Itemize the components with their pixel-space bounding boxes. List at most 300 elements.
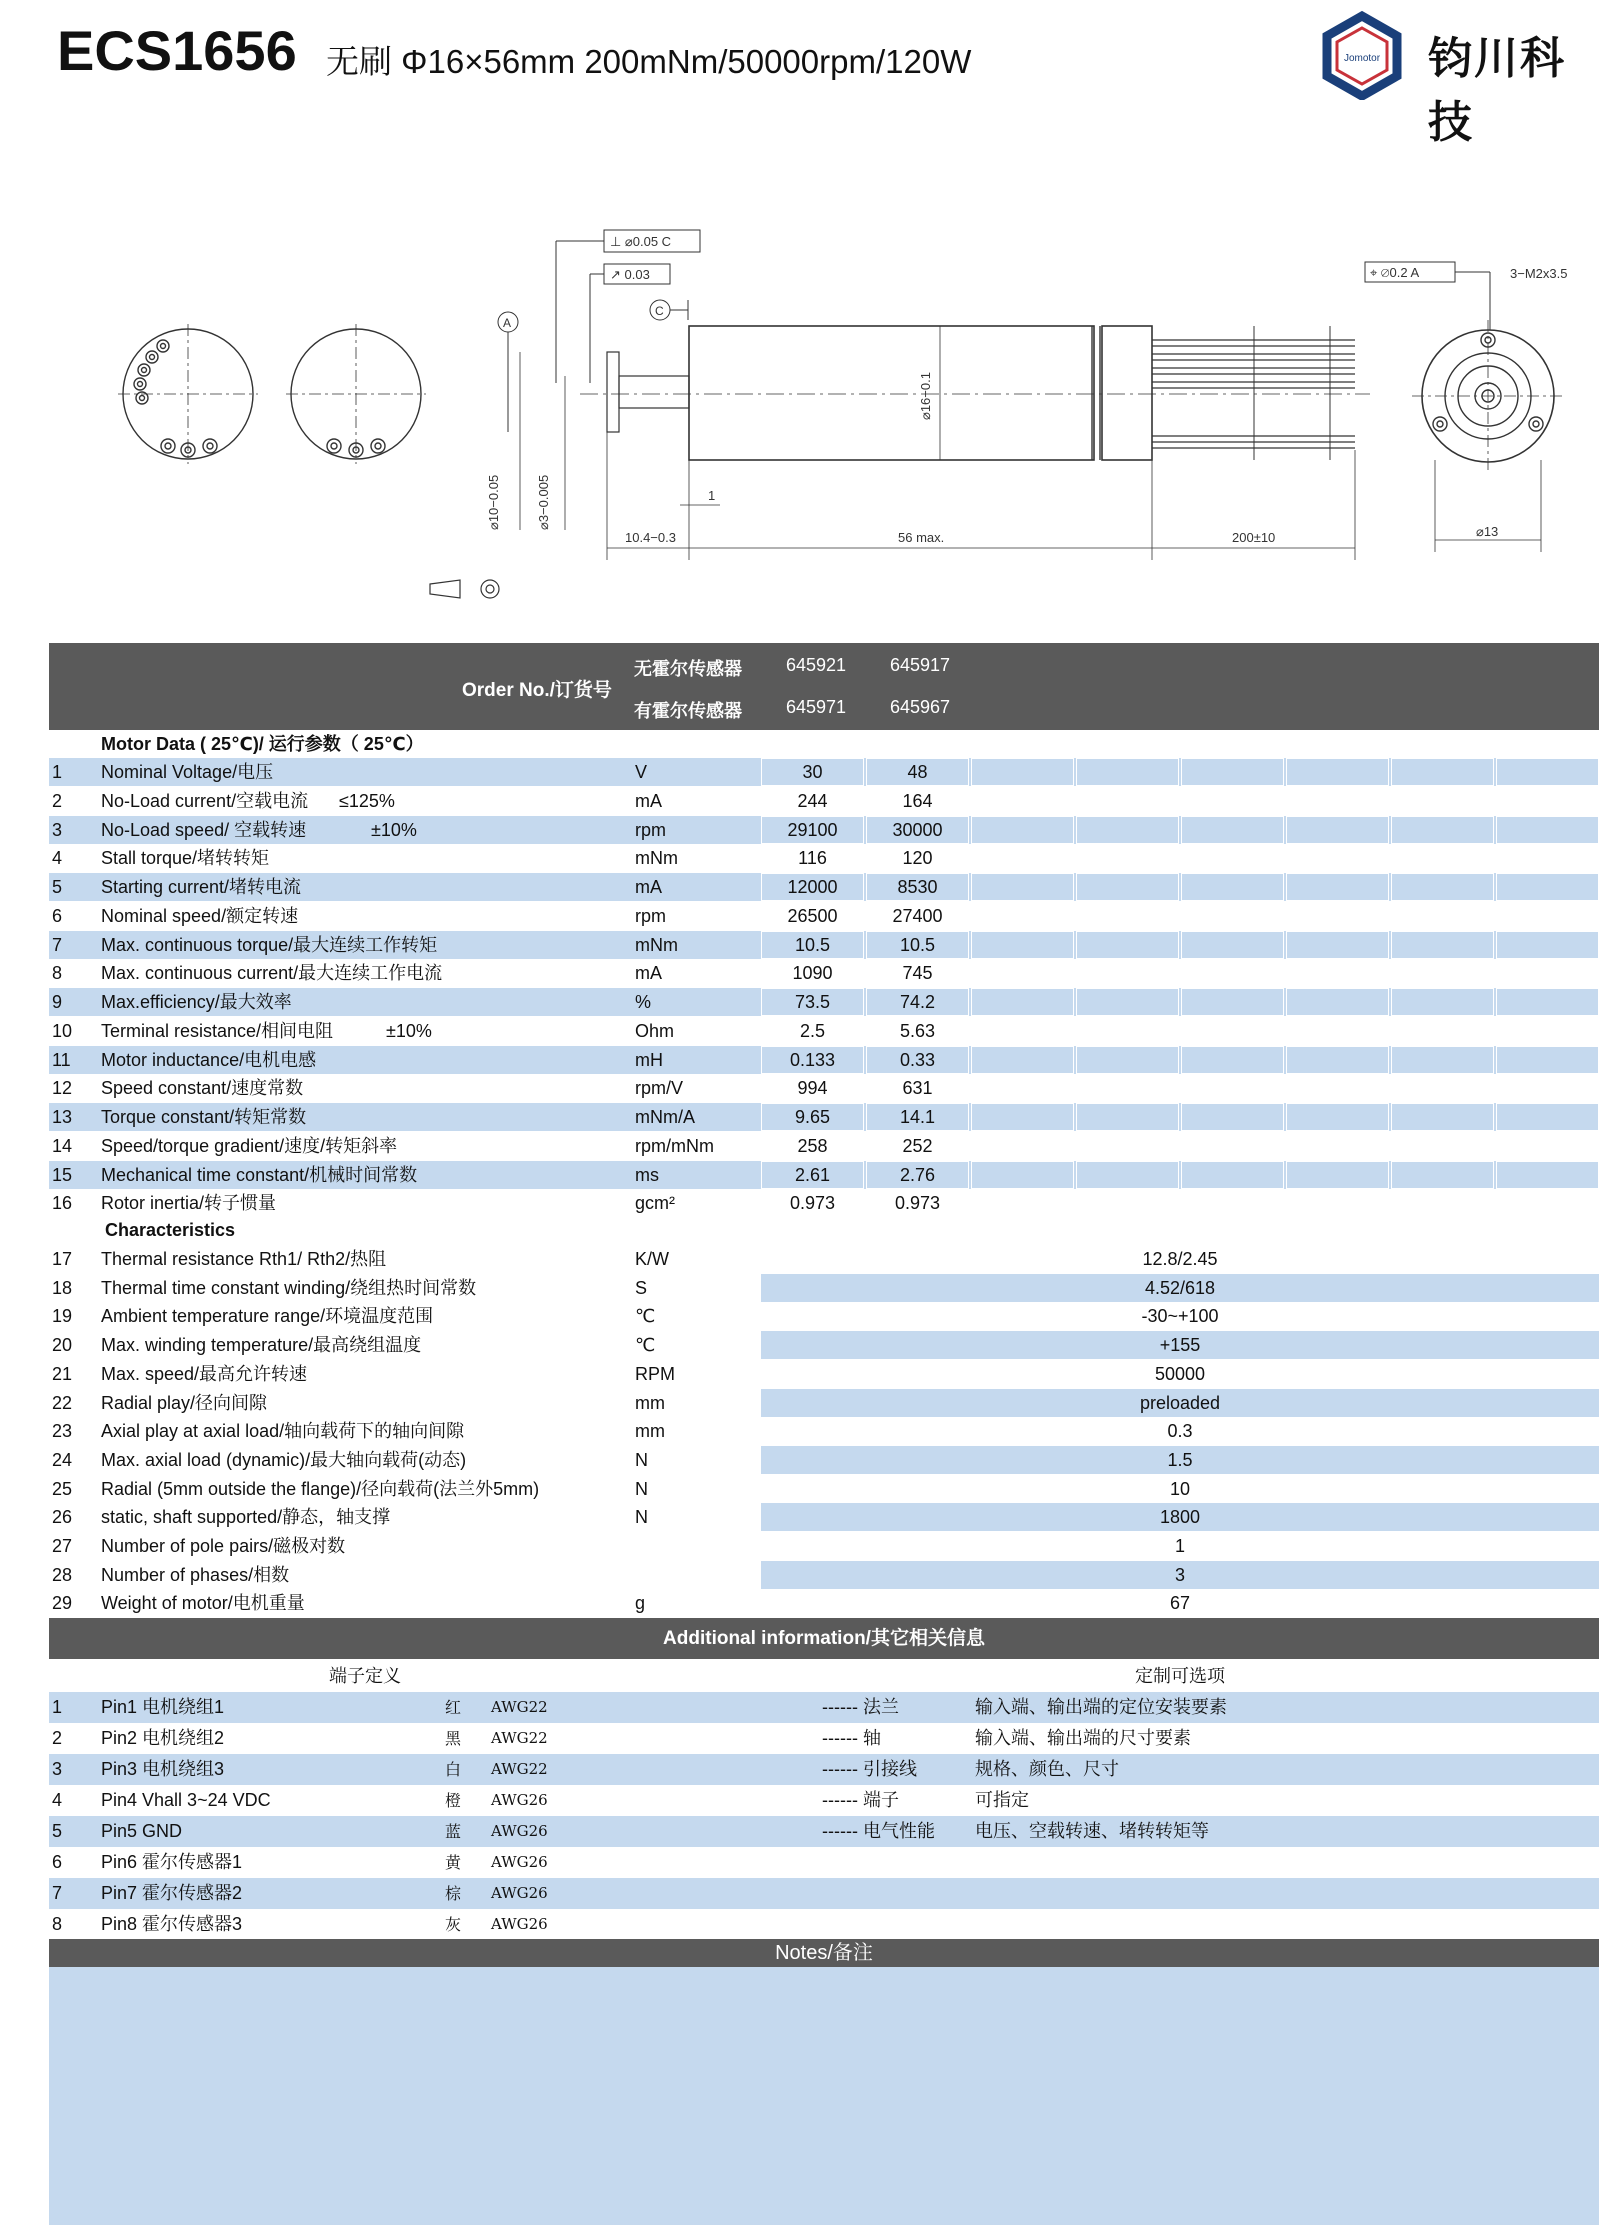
- row-description: Motor inductance/电机电感: [101, 1049, 317, 1070]
- row-unit: N: [635, 1507, 648, 1528]
- value-cell: 120: [902, 848, 933, 869]
- row-tolerance: ≤125%: [339, 790, 395, 811]
- empty-cell: [1181, 931, 1284, 959]
- value-cell: 48: [866, 758, 969, 786]
- row-unit: K/W: [635, 1249, 669, 1269]
- wire-gauge: AWG26: [491, 1884, 548, 1902]
- row-unit: mA: [635, 877, 662, 897]
- row-value: 12.8/2.45: [1142, 1249, 1218, 1269]
- option-description: 规格、颜色、尺寸: [975, 1759, 1119, 1779]
- projection-symbol: [430, 580, 499, 598]
- svg-text:⌀13: ⌀13: [1476, 524, 1499, 539]
- empty-cell: [1181, 988, 1284, 1016]
- row-number: 8: [52, 1914, 63, 1934]
- empty-cell: [1496, 1103, 1599, 1131]
- row-number: 24: [52, 1449, 73, 1470]
- empty-cell: [971, 988, 1074, 1016]
- row-value: 67: [1169, 1593, 1191, 1614]
- row-unit: V: [635, 762, 648, 782]
- row-number: 8: [52, 963, 63, 984]
- row-number: 27: [52, 1536, 73, 1556]
- row-number: 14: [52, 1135, 73, 1156]
- table-row: [49, 902, 1599, 930]
- empty-cell: [1391, 758, 1494, 786]
- table-row: [49, 1161, 1599, 1189]
- row-description: No-Load speed/ 空载转速: [101, 819, 307, 840]
- table-row: [49, 1074, 1599, 1102]
- row-number: 29: [52, 1593, 73, 1614]
- empty-cell: [1391, 1046, 1494, 1074]
- wire-color: 红: [445, 1698, 462, 1717]
- table-row: [49, 959, 1599, 987]
- empty-cell: [1076, 758, 1179, 786]
- value-cell: 0.133: [761, 1046, 864, 1074]
- empty-cell: [1496, 816, 1599, 844]
- row-unit: rpm/V: [635, 1078, 684, 1099]
- row-description: Max. winding temperature/最高绕组温度: [101, 1335, 422, 1356]
- empty-cell: [1391, 1103, 1494, 1131]
- order-number: 645917: [890, 655, 951, 675]
- wire-color: 白: [445, 1760, 462, 1779]
- row-description: Speed/torque gradient/速度/转矩斜率: [101, 1135, 398, 1156]
- row-description: No-Load current/空载电流: [101, 790, 309, 811]
- svg-text:⌀3−0.005: ⌀3−0.005: [536, 474, 551, 530]
- row-unit: N: [635, 1449, 648, 1470]
- value-cell: 2.61: [761, 1161, 864, 1189]
- table-row: [49, 1503, 1599, 1531]
- svg-text:A: A: [503, 316, 512, 330]
- option-name: ------ 端子: [822, 1790, 899, 1810]
- svg-text:56 max.: 56 max.: [898, 530, 945, 545]
- option-description: 输入端、输出端的定位安装要素: [975, 1697, 1227, 1717]
- table-row: [49, 1274, 1599, 1302]
- row-number: 10: [52, 1020, 73, 1041]
- row-description: Number of phases/相数: [101, 1564, 290, 1585]
- value-cell: 631: [902, 1078, 933, 1099]
- empty-cell: [1181, 1046, 1284, 1074]
- value-cell: 2.5: [799, 1020, 826, 1041]
- empty-cell: [1076, 1161, 1179, 1189]
- row-unit: N: [635, 1478, 648, 1499]
- row-number: 16: [52, 1193, 73, 1214]
- row-description: Max. speed/最高允许转速: [101, 1363, 308, 1384]
- table-row: [49, 873, 1599, 901]
- row-description: Max. axial load (dynamic)/最大轴向载荷(动态): [101, 1449, 467, 1470]
- empty-cell: [1076, 988, 1179, 1016]
- row-tolerance: ±10%: [386, 1020, 432, 1041]
- pin-name: Pin5 GND: [101, 1821, 183, 1841]
- pin-row: [49, 1723, 1599, 1754]
- value-cell: 164: [902, 790, 933, 811]
- table-row: [49, 1532, 1599, 1560]
- row-description: Speed constant/速度常数: [101, 1078, 304, 1099]
- value-cell: 30000: [866, 816, 969, 844]
- pin-row: [49, 1847, 1599, 1878]
- table-row: [49, 1302, 1599, 1330]
- svg-text:10.4−0.3: 10.4−0.3: [625, 530, 676, 545]
- row-number: 4: [52, 1790, 63, 1810]
- row-unit: rpm: [635, 819, 666, 840]
- empty-cell: [1181, 816, 1284, 844]
- row-number: 19: [52, 1306, 73, 1327]
- row-number: 6: [52, 905, 63, 926]
- empty-cell: [1391, 873, 1494, 901]
- table-row: [49, 1103, 1599, 1131]
- empty-cell: [1496, 988, 1599, 1016]
- row-value: +155: [761, 1331, 1599, 1359]
- empty-cell: [1181, 873, 1284, 901]
- row-unit: mm: [635, 1392, 665, 1413]
- model-subtitle: 无刷 Φ16×56mm 200mNm/50000rpm/120W: [326, 43, 972, 80]
- value-cell: 116: [798, 848, 827, 869]
- option-name: ------ 电气性能: [822, 1821, 935, 1841]
- row-number: 15: [52, 1164, 73, 1185]
- row-number: 3: [52, 819, 63, 840]
- value-cell: 5.63: [899, 1020, 936, 1041]
- row-value: 50000: [1154, 1363, 1206, 1384]
- empty-cell: [1286, 1103, 1389, 1131]
- svg-text:↗ 0.03: ↗ 0.03: [610, 267, 650, 282]
- row-unit: mm: [635, 1421, 665, 1442]
- table-row: [49, 931, 1599, 959]
- row-unit: mH: [635, 1049, 663, 1070]
- pin-name: Pin6 霍尔传感器1: [101, 1852, 243, 1872]
- row-description: Nominal Voltage/电压: [101, 762, 274, 782]
- row-description: Terminal resistance/相间电阻: [101, 1020, 334, 1041]
- pin-name: Pin4 Vhall 3~24 VDC: [101, 1790, 271, 1810]
- row-value: 10: [1169, 1478, 1191, 1499]
- row-unit: gcm²: [635, 1193, 675, 1214]
- value-cell: 10.5: [761, 931, 864, 959]
- row-value: 4.52/618: [761, 1274, 1599, 1302]
- table-row: [49, 1360, 1599, 1388]
- row-value: 1.5: [761, 1446, 1599, 1474]
- row-unit: ms: [635, 1164, 659, 1185]
- order-row2-label: 有霍尔传感器: [634, 701, 742, 721]
- row-number: 7: [52, 934, 63, 955]
- row-description: Torque constant/转矩常数: [101, 1107, 307, 1127]
- custom-options-header: 定制可选项: [1135, 1666, 1225, 1686]
- pin-name: Pin1 电机绕组1: [101, 1697, 225, 1717]
- row-shade: [761, 1878, 1599, 1909]
- order-number: 645921: [786, 655, 847, 675]
- row-number: 12: [52, 1078, 73, 1099]
- row-unit: mNm: [635, 848, 678, 869]
- empty-cell: [1076, 816, 1179, 844]
- empty-cell: [1391, 988, 1494, 1016]
- empty-cell: [1286, 931, 1389, 959]
- empty-cell: [1496, 931, 1599, 959]
- wire-color: 黑: [445, 1729, 462, 1748]
- value-cell: 2.76: [866, 1161, 969, 1189]
- row-unit: mNm: [635, 934, 678, 955]
- table-row: [49, 1446, 1599, 1474]
- order-label: Order No./订货号: [462, 680, 612, 701]
- row-number: 6: [52, 1852, 63, 1872]
- wire-color: 灰: [445, 1915, 462, 1934]
- wire-gauge: AWG22: [491, 1729, 548, 1747]
- order-row1-label: 无霍尔传感器: [634, 659, 742, 679]
- motor-data-heading: Motor Data ( 25℃)/ 运行参数（ 25℃）: [101, 734, 424, 754]
- svg-text:⊥ ⌀0.05 C: ⊥ ⌀0.05 C: [610, 234, 672, 249]
- value-cell: 12000: [761, 873, 864, 901]
- option-name: ------ 轴: [822, 1728, 881, 1748]
- svg-text:1: 1: [708, 488, 716, 503]
- empty-cell: [1391, 1161, 1494, 1189]
- table-row: [49, 1132, 1599, 1160]
- pin-row: [49, 1909, 1599, 1940]
- value-cell: 244: [797, 790, 828, 811]
- row-number: 7: [52, 1883, 63, 1903]
- empty-cell: [971, 931, 1074, 959]
- wire-gauge: AWG26: [491, 1791, 548, 1809]
- empty-cell: [1286, 988, 1389, 1016]
- empty-cell: [1181, 758, 1284, 786]
- empty-cell: [1286, 873, 1389, 901]
- row-number: 25: [52, 1478, 73, 1499]
- row-unit: g: [635, 1593, 646, 1614]
- table-row: [49, 1245, 1599, 1273]
- row-value: 1: [1174, 1536, 1185, 1556]
- order-number: 645967: [890, 697, 951, 717]
- wire-gauge: AWG26: [491, 1822, 548, 1840]
- row-description: Stall torque/堵转转矩: [101, 848, 270, 869]
- row-unit: mA: [635, 790, 662, 811]
- terminal-definition-header: 端子定义: [329, 1666, 401, 1686]
- empty-cell: [1076, 931, 1179, 959]
- table-row: [49, 1189, 1599, 1217]
- table-row: [49, 1561, 1599, 1589]
- row-description: Thermal resistance Rth1/ Rth2/热阻: [101, 1249, 387, 1269]
- row-number: 2: [52, 1728, 63, 1748]
- row-description: Max. continuous current/最大连续工作电流: [101, 963, 443, 984]
- empty-cell: [1076, 1103, 1179, 1131]
- row-value: -30~+100: [1141, 1306, 1219, 1327]
- table-row: [49, 844, 1599, 872]
- pin-name: Pin2 电机绕组2: [101, 1728, 225, 1748]
- row-number: 26: [52, 1507, 73, 1528]
- table-row: [49, 1475, 1599, 1503]
- wire-gauge: AWG22: [491, 1698, 548, 1716]
- row-unit: %: [635, 992, 652, 1012]
- row-unit: rpm/mNm: [635, 1135, 714, 1156]
- row-description: Radial (5mm outside the flange)/径向载荷(法兰外5mm): [101, 1478, 540, 1499]
- option-description: 电压、空载转速、堵转转矩等: [975, 1821, 1209, 1841]
- row-number: 13: [52, 1107, 73, 1127]
- value-cell: 74.2: [866, 988, 969, 1016]
- row-description: Max.efficiency/最大效率: [101, 992, 292, 1012]
- row-description: Number of pole pairs/磁极对数: [101, 1536, 346, 1556]
- value-cell: 0.973: [894, 1193, 941, 1214]
- empty-cell: [1076, 1046, 1179, 1074]
- row-number: 18: [52, 1277, 73, 1298]
- row-value: 0.3: [1167, 1421, 1193, 1442]
- row-number: 4: [52, 848, 63, 869]
- end-view-connector-2: [286, 324, 426, 464]
- value-cell: 8530: [866, 873, 969, 901]
- empty-cell: [1181, 1161, 1284, 1189]
- pin-row: [49, 1816, 1599, 1847]
- row-number: 9: [52, 992, 63, 1012]
- value-cell: 26500: [787, 905, 838, 926]
- empty-cell: [1496, 873, 1599, 901]
- row-unit: ℃: [635, 1335, 656, 1356]
- row-description: static, shaft supported/静态，轴支撑: [101, 1507, 391, 1528]
- svg-text:3−M2x3.5: 3−M2x3.5: [1510, 266, 1568, 281]
- additional-info-heading: Additional information/其它相关信息: [49, 1618, 1599, 1659]
- row-description: Ambient temperature range/环境温度范围: [101, 1306, 434, 1327]
- option-name: ------ 引接线: [822, 1759, 917, 1779]
- empty-cell: [1286, 1046, 1389, 1074]
- row-number: 11: [52, 1049, 71, 1070]
- wire-color: 棕: [445, 1884, 462, 1903]
- row-description: Starting current/堵转电流: [101, 877, 302, 897]
- svg-text:⌖ ⌀0.2 A: ⌖ ⌀0.2 A: [1370, 265, 1420, 280]
- characteristics-heading: Characteristics: [105, 1220, 236, 1240]
- value-cell: 252: [902, 1135, 933, 1156]
- row-number: 22: [52, 1392, 73, 1413]
- row-number: 17: [52, 1249, 73, 1269]
- pin-row: [49, 1785, 1599, 1816]
- table-row: [49, 758, 1599, 786]
- pin-name: Pin8 霍尔传感器3: [101, 1914, 243, 1934]
- row-number: 3: [52, 1759, 63, 1779]
- table-row: [49, 1417, 1599, 1445]
- notes-heading: Notes/备注: [49, 1939, 1599, 1967]
- additional-subheaders: [49, 1661, 1599, 1692]
- empty-cell: [971, 873, 1074, 901]
- wire-color: 黄: [445, 1853, 462, 1872]
- empty-cell: [971, 1046, 1074, 1074]
- row-unit: RPM: [635, 1363, 675, 1384]
- value-cell: 994: [797, 1078, 828, 1099]
- value-cell: 745: [902, 963, 933, 984]
- value-cell: 10.5: [866, 931, 969, 959]
- empty-cell: [1286, 1161, 1389, 1189]
- value-cell: 0.33: [866, 1046, 969, 1074]
- row-number: 1: [52, 762, 63, 782]
- row-description: Mechanical time constant/机械时间常数: [101, 1164, 418, 1185]
- row-unit: mNm/A: [635, 1107, 695, 1127]
- pin-name: Pin3 电机绕组3: [101, 1759, 225, 1779]
- empty-cell: [1076, 873, 1179, 901]
- svg-text:⌀16−0.1: ⌀16−0.1: [918, 372, 933, 420]
- row-unit: mA: [635, 963, 662, 984]
- empty-cell: [971, 758, 1074, 786]
- model-number: ECS1656: [57, 19, 297, 82]
- row-number: 5: [52, 877, 63, 897]
- row-unit: S: [635, 1277, 648, 1298]
- value-cell: 30: [761, 758, 864, 786]
- brand-name: 钧川科技: [1428, 34, 1566, 147]
- row-number: 20: [52, 1335, 73, 1356]
- order-header: [49, 643, 1599, 730]
- wire-color: 蓝: [445, 1822, 462, 1841]
- row-unit: ℃: [635, 1306, 656, 1327]
- row-value: preloaded: [761, 1389, 1599, 1417]
- value-cell: 29100: [761, 816, 864, 844]
- table-row: [49, 1389, 1599, 1417]
- empty-cell: [1286, 758, 1389, 786]
- end-view-flange: [1365, 262, 1567, 552]
- row-description: Nominal speed/额定转速: [101, 905, 299, 926]
- table-row: [49, 988, 1599, 1016]
- empty-cell: [971, 1103, 1074, 1131]
- row-number: 21: [52, 1363, 73, 1384]
- empty-cell: [1286, 816, 1389, 844]
- wire-color: 橙: [445, 1791, 462, 1810]
- row-number: 5: [52, 1821, 63, 1841]
- value-cell: 14.1: [866, 1103, 969, 1131]
- notes-area: [49, 1967, 1599, 2225]
- wire-gauge: AWG26: [491, 1915, 548, 1933]
- option-description: 可指定: [975, 1790, 1029, 1810]
- row-description: Rotor inertia/转子惯量: [101, 1193, 277, 1214]
- row-description: Axial play at axial load/轴向载荷下的轴向间隙: [101, 1421, 465, 1442]
- row-description: Thermal time constant winding/绕组热时间常数: [101, 1277, 477, 1298]
- row-description: Max. continuous torque/最大连续工作转矩: [101, 934, 438, 955]
- table-row: [49, 787, 1599, 815]
- value-cell: 1090: [792, 963, 833, 984]
- empty-cell: [971, 816, 1074, 844]
- svg-text:200±10: 200±10: [1232, 530, 1276, 545]
- table-row: [49, 816, 1599, 844]
- row-unit: rpm: [635, 905, 666, 926]
- row-value: 3: [761, 1561, 1599, 1589]
- pin-row: [49, 1692, 1599, 1723]
- empty-cell: [1391, 931, 1494, 959]
- pin-name: Pin7 霍尔传感器2: [101, 1883, 243, 1903]
- value-cell: 9.65: [761, 1103, 864, 1131]
- value-cell: 258: [797, 1135, 828, 1156]
- row-tolerance: ±10%: [371, 819, 417, 840]
- svg-text:⌀10−0.05: ⌀10−0.05: [486, 474, 501, 530]
- row-description: Radial play/径向间隙: [101, 1392, 268, 1413]
- table-row: [49, 1017, 1599, 1045]
- table-row: [49, 1331, 1599, 1359]
- wire-gauge: AWG26: [491, 1853, 548, 1871]
- table-row: [49, 1046, 1599, 1074]
- end-view-connector-1: [118, 324, 258, 464]
- table-row: [49, 1589, 1599, 1617]
- option-name: ------ 法兰: [822, 1697, 899, 1717]
- pin-row: [49, 1878, 1599, 1909]
- value-cell: 0.973: [789, 1193, 836, 1214]
- row-number: 28: [52, 1564, 73, 1585]
- order-number: 645971: [786, 697, 847, 717]
- wire-gauge: AWG22: [491, 1760, 548, 1778]
- empty-cell: [1496, 1161, 1599, 1189]
- value-cell: 27400: [892, 905, 943, 926]
- value-cell: 73.5: [761, 988, 864, 1016]
- svg-text:C: C: [655, 304, 664, 318]
- row-number: 23: [52, 1421, 73, 1442]
- empty-cell: [971, 1161, 1074, 1189]
- technical-drawing: [0, 200, 1600, 620]
- row-unit: Ohm: [635, 1020, 675, 1041]
- empty-cell: [1391, 816, 1494, 844]
- option-description: 输入端、输出端的尺寸要素: [975, 1728, 1191, 1748]
- row-description: Weight of motor/电机重量: [101, 1593, 305, 1614]
- row-value: 1800: [761, 1503, 1599, 1531]
- empty-cell: [1181, 1103, 1284, 1131]
- pin-row: [49, 1754, 1599, 1785]
- row-number: 1: [52, 1697, 63, 1717]
- row-number: 2: [52, 790, 63, 811]
- empty-cell: [1496, 758, 1599, 786]
- empty-cell: [1496, 1046, 1599, 1074]
- logo-text: Jomotor: [1343, 53, 1381, 64]
